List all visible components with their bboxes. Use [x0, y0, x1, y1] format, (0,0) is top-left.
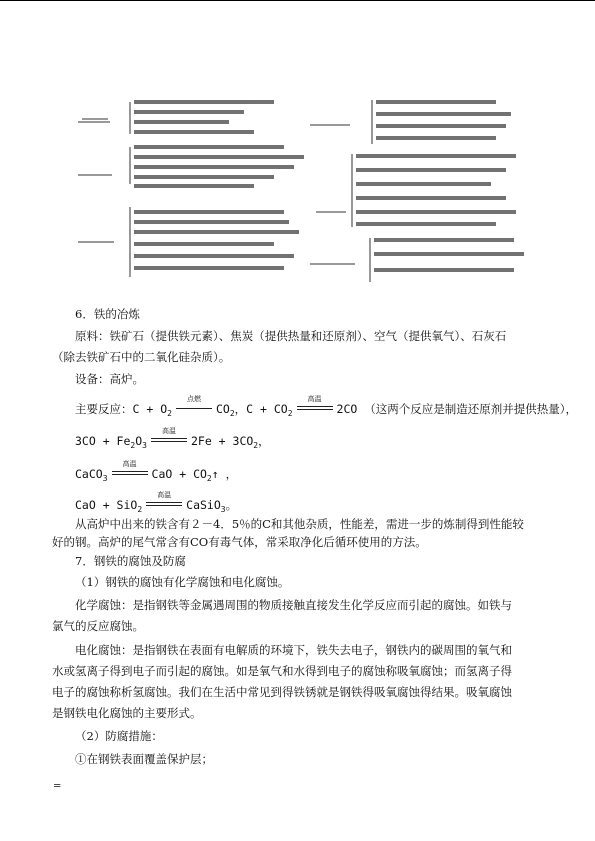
pig-iron-para-1: 从高炉中出来的铁含有２－4．5％的C和其他杂质，性能差，需进一步的炼制得到性能较 [75, 517, 524, 531]
reaction-arrow-high-temp: 高温 [297, 402, 333, 414]
reaction-line-3: CaCO$_3$ 高温 CaO + $CO_2↑$ ， [75, 460, 238, 483]
electrochemical-corrosion-3: 电子的腐蚀称析氢腐蚀。我们在生活中常见到得铁锈就是钢铁得吸氧腐蚀得结果。吸氧腐蚀 [52, 685, 512, 699]
reaction-arrow-high-temp: 高温 [112, 467, 148, 479]
section-7-heading: 7．钢铁的腐蚀及防腐 [75, 554, 186, 568]
anticorrosion-measure-1: ①在钢铁表面覆盖保护层； [75, 752, 213, 766]
reaction-arrow-high-temp: 高温 [146, 498, 182, 510]
page-top-rule [0, 0, 595, 1]
reaction-arrow-high-temp: 高温 [151, 434, 187, 446]
diagram-svg [70, 92, 540, 288]
reaction-line-4: CaO + SiO$_2$ 高温 CaSiO$_3$。 [75, 491, 238, 514]
electrochemical-corrosion-2: 水或氢离子得到电子而引起的腐蚀。如是氧气和水得到电子的腐蚀称吸氧腐蚀；而氢离子得 [52, 664, 512, 678]
raw-materials-line: 原料：铁矿石（提供铁元素）、焦炭（提供热量和还原剂）、空气（提供氧气）、石灰石 [75, 329, 507, 343]
reaction-arrow-ignite: 点燃 [176, 402, 212, 414]
main-reactions-label: 主要反应： [75, 402, 133, 416]
anticorrosion-heading: （2）防腐措施： [75, 729, 163, 743]
chemical-corrosion-2: 氯气的反应腐蚀。 [52, 619, 144, 633]
electrochemical-corrosion-4: 是钢铁电化腐蚀的主要形式。 [52, 706, 202, 720]
reaction-line-2: $3CO + Fe_2O_3$ 高温 $2Fe + 3CO_2$， [75, 427, 270, 450]
footer-mark: = [53, 781, 62, 792]
electrochemical-corrosion-1: 电化腐蚀：是指钢铁在表面有电解质的环境下，铁失去电子，钢铁内的碳周围的氧气和 [75, 643, 512, 657]
equipment-line: 设备：高炉。 [75, 372, 144, 386]
section-6-heading: 6．铁的冶炼 [75, 307, 140, 321]
chemical-corrosion-1: 化学腐蚀：是指钢铁等金属遇周围的物质接触直接发生化学反应而引起的腐蚀。如铁与 [75, 598, 512, 612]
reaction-line-1: 主要反应：$C + O_2$ 点燃 $CO_2$，$C + CO_2$ 高温 2CO （这两个反应是制造还原剂并提供热量）， [75, 395, 577, 418]
iron-conversion-diagram-image [70, 92, 540, 288]
raw-materials-cont: （除去铁矿石中的二氧化硅杂质）。 [52, 350, 231, 364]
corrosion-types: （1）钢铁的腐蚀有化学腐蚀和电化腐蚀。 [75, 575, 290, 589]
pig-iron-para-2: 好的钢。高炉的尾气常含有CO有毒气体，常采取净化后循环使用的方法。 [52, 535, 427, 549]
